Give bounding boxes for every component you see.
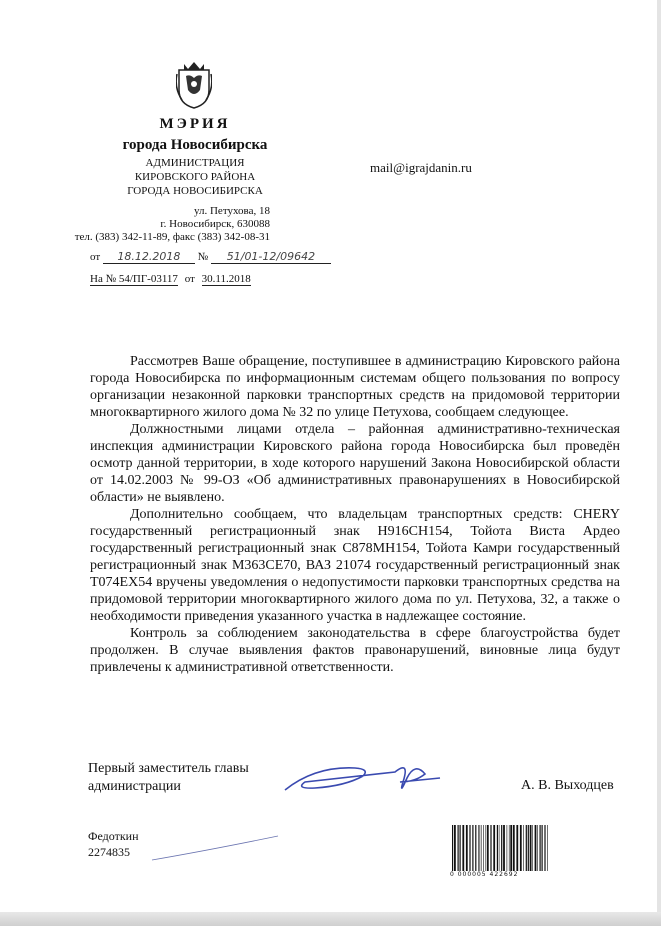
barcode-bar	[547, 825, 548, 871]
barcode-bar	[503, 825, 505, 871]
barcode-bar	[475, 825, 476, 871]
address-line: г. Новосибирск, 630088	[160, 218, 270, 230]
barcode-bar	[542, 825, 543, 871]
dept-line: АДМИНИСТРАЦИЯ	[145, 157, 245, 169]
barcode-bar	[523, 825, 524, 871]
from-label: от	[90, 251, 101, 263]
barcode-bar	[454, 825, 456, 871]
ref-date: 30.11.2018	[201, 273, 251, 285]
barcode-bar	[472, 825, 473, 871]
barcode-bar	[466, 825, 468, 871]
barcode-bar	[460, 825, 461, 871]
barcode-bar	[499, 825, 500, 871]
page-edge	[657, 0, 661, 926]
barcode-bar	[458, 825, 459, 871]
signer-title	[88, 760, 249, 796]
barcode-bar	[530, 825, 532, 871]
body-paragraph: Рассмотрев Ваше обращение, поступившее в администрацию Кировского района города Новосибирска по информационным системам общего пользования по вопросу организации незаконной парковки транспортных средств на придомовой территории многоквартирного жилого дома № 32 по улице Петухова, сообщаем следующее.	[90, 354, 620, 420]
barcode-bar	[478, 825, 479, 871]
incoming-ref	[90, 273, 251, 286]
barcode-bar	[532, 825, 533, 871]
barcode-number: 0 000005 422692	[450, 871, 519, 878]
signer-title-line: администрации	[88, 779, 181, 794]
executor-name: Федоткин	[88, 829, 139, 843]
outgoing-number: 51/01-12/09642	[211, 250, 331, 264]
barcode-bar	[501, 825, 502, 871]
address-line: ул. Петухова, 18	[193, 205, 270, 217]
barcode-bar	[510, 825, 512, 871]
barcode-bar	[490, 825, 491, 871]
letter-body	[90, 353, 620, 676]
body-paragraph: Дополнительно сообщаем, что владельцам транспортных средств: CHERY государственный регистрационный знак Н916СН154, Тойота Виста Ардео государственный регистрационный знак С878МН154, Тойота Камри государственный регистрационный знак М363СЕ70, ВАЗ 21074 государственный регистрационный знак Т074ЕХ54 вручены уведомления о недопустимости парковки транспортных средства на придомовой территории многоквартирного жилого дома по ул. Петухова, 32, а также о необходимости приведения указанного участка в надлежащее состояние.	[90, 507, 620, 624]
pen-stroke	[150, 830, 280, 880]
barcode-bar	[483, 825, 484, 871]
barcode-bar	[469, 825, 470, 871]
barcode-bar	[535, 825, 537, 871]
barcode-bar	[540, 825, 541, 871]
executor-phone: 2274835	[88, 845, 130, 859]
barcode	[450, 825, 550, 871]
address-line: тел. (383) 342-11-89, факс (383) 342-08-31	[74, 231, 270, 243]
department	[100, 156, 290, 198]
barcode-bar	[520, 825, 522, 871]
barcode-bar	[452, 825, 453, 871]
barcode-bar	[537, 825, 538, 871]
recipient-email: mail@igrajdanin.ru	[370, 160, 472, 175]
org-city: города Новосибирска	[122, 137, 268, 153]
address-block	[70, 205, 270, 244]
dept-line: КИРОВСКОГО РАЙОНА	[134, 171, 256, 183]
barcode-bar	[480, 825, 481, 871]
barcode-bar	[516, 825, 518, 871]
handwritten-signature	[275, 752, 445, 802]
outgoing-reg	[90, 250, 331, 264]
page-edge-bottom	[0, 912, 661, 926]
barcode-bar	[486, 825, 487, 871]
signer-title-line: Первый заместитель главы	[88, 761, 249, 776]
number-label: №	[197, 251, 209, 263]
barcode-bar	[528, 825, 529, 871]
barcode-bar	[497, 825, 498, 871]
barcode-bar	[462, 825, 464, 871]
ref-from-label: от	[184, 273, 195, 285]
signer-name: А. В. Выходцев	[521, 778, 614, 793]
executor-block	[88, 828, 139, 860]
barcode-bar	[526, 825, 527, 871]
org-title: МЭРИЯ	[159, 116, 231, 132]
ref-number: На № 54/ПГ-03117	[90, 273, 178, 285]
barcode-bar	[493, 825, 495, 871]
barcode-bar	[507, 825, 508, 871]
coat-of-arms-icon	[176, 60, 212, 110]
body-paragraph: Контроль за соблюдением законодательства в сфере благоустройства будет продолжен. В случае выявления фактов правонарушений, виновные лица будут привлечены к административной ответственности.	[90, 626, 620, 675]
barcode-bar	[487, 825, 489, 871]
barcode-bar	[509, 825, 510, 871]
barcode-bar	[544, 825, 545, 871]
outgoing-date: 18.12.2018	[103, 250, 195, 264]
dept-line: ГОРОДА НОВОСИБИРСКА	[127, 185, 263, 197]
barcode-bar	[513, 825, 515, 871]
body-paragraph: Должностными лицами отдела – районная административно-техническая инспекция администрации Кировского района города Новосибирска был проведён осмотр данной территории, в ходе которого нарушений Закона Новосибирской области от 14.02.2003 № 99-ОЗ «Об административных правонарушениях в Новосибирской области» не выявлено.	[90, 422, 620, 505]
barcode-bar	[481, 825, 482, 871]
